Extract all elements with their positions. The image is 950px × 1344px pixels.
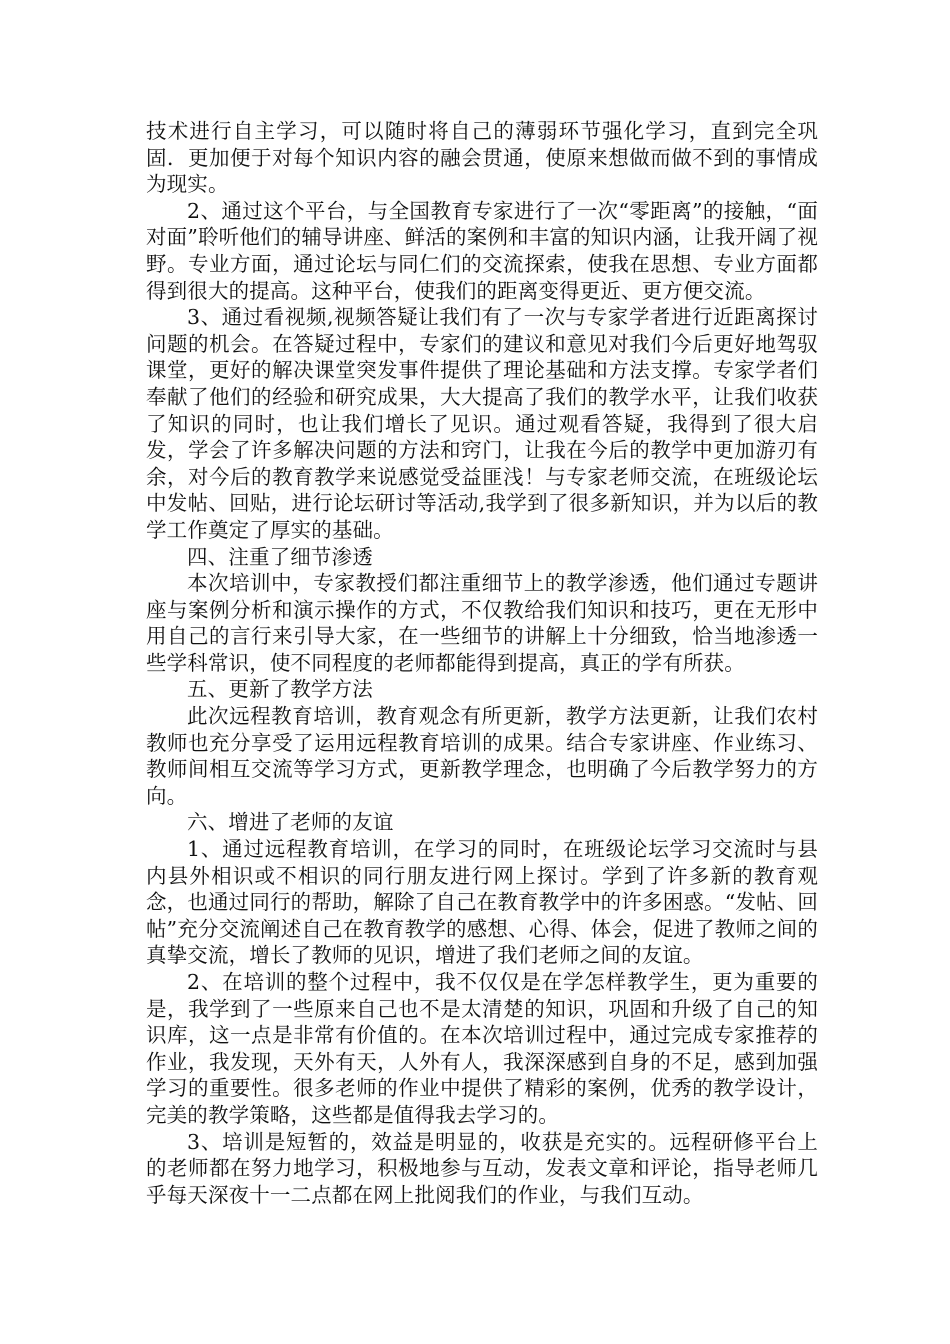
- section-heading-5: 五、更新了教学方法: [187, 677, 373, 702]
- paragraph-5: 本次培训中，专家教授们都注重细节上的教学渗透，他们通过专题讲座与案例分析和演示操作的方式，不仅教给我们知识和技巧，更在无形中用自己的言行来引导大家，在一些细节的讲解上十分细致，恰当地渗透一些学科常识，使不同程度的老师都能得到提高，真正的学有所获。: [146, 571, 818, 675]
- section-heading-4: 四、注重了细节渗透: [187, 544, 373, 569]
- paragraph-7: 此次远程教育培训，教育观念有所更新，教学方法更新，让我们农村教师也充分享受了运用远程教育培训的成果。结合专家讲座、作业练习、教师间相互交流等学习方式，更新教学理念，也明确了今后教学努力的方向。: [146, 704, 818, 808]
- paragraph-10: 2、在培训的整个过程中，我不仅仅是在学怎样教学生，更为重要的是，我学到了一些原来自己也不是太清楚的知识，巩固和升级了自己的知识库，这一点是非常有价值的。在本次培训过程中，通过完成专家推荐的作业，我发现，天外有天，人外有人，我深深感到自身的不足，感到加强学习的重要性。很多老师的作业中提供了精彩的案例，优秀的教学设计，完美的教学策略，这些都是值得我去学习的。: [146, 970, 818, 1127]
- paragraph-1: 技术进行自主学习，可以随时将自己的薄弱环节强化学习，直到完全巩固．更加便于对每个知识内容的融会贯通，使原来想做而做不到的事情成为现实。: [146, 119, 818, 197]
- paragraph-3: 3、通过看视频,视频答疑让我们有了一次与专家学者进行近距离探讨问题的机会。在答疑过程中，专家们的建议和意见对我们今后更好地驾驭课堂，更好的解决课堂突发事件提供了理论基础和方法支撑。专家学者们奉献了他们的经验和研究成果，大大提高了我们的教学水平，让我们收获了知识的同时，也让我们增长了见识。通过观看答疑，我得到了很大启发，学会了许多解决问题的方法和窍门，让我在今后的教学中更加游刃有余，对今后的教育教学来说感觉受益匪浅！与专家老师交流，在班级论坛中发帖、回贴，进行论坛研讨等活动,我学到了很多新知识，并为以后的教学工作奠定了厚实的基础。: [146, 305, 818, 542]
- paragraph-9: 1、通过远程教育培训，在学习的同时，在班级论坛学习交流时与县内县外相识或不相识的同行朋友进行网上探讨。学到了许多新的教育观念，也通过同行的帮助，解除了自己在教育教学中的许多困惑。“发帖、回帖”充分交流阐述自己在教育教学的感想、心得、体会，促进了教师之间的真挚交流，增长了教师的见识，增进了我们老师之间的友谊。: [146, 837, 818, 968]
- section-heading-6: 六、增进了老师的友谊: [187, 810, 394, 835]
- body-text: [146, 118, 818, 1208]
- paragraph-2: 2、通过这个平台，与全国教育专家进行了一次“零距离”的接触，“面对面”聆听他们的辅导讲座、鲜活的案例和丰富的知识内涵，让我开阔了视野。专业方面，通过论坛与同仁们的交流探索，使我在思想、专业方面都得到很大的提高。这种平台，使我们的距离变得更近、更方便交流。: [146, 198, 818, 303]
- paragraph-11: 3、培训是短暂的，效益是明显的，收获是充实的。远程研修平台上的老师都在努力地学习，积极地参与互动，发表文章和评论，指导老师几乎每天深夜十一二点都在网上批阅我们的作业，与我们互动。: [146, 1129, 818, 1207]
